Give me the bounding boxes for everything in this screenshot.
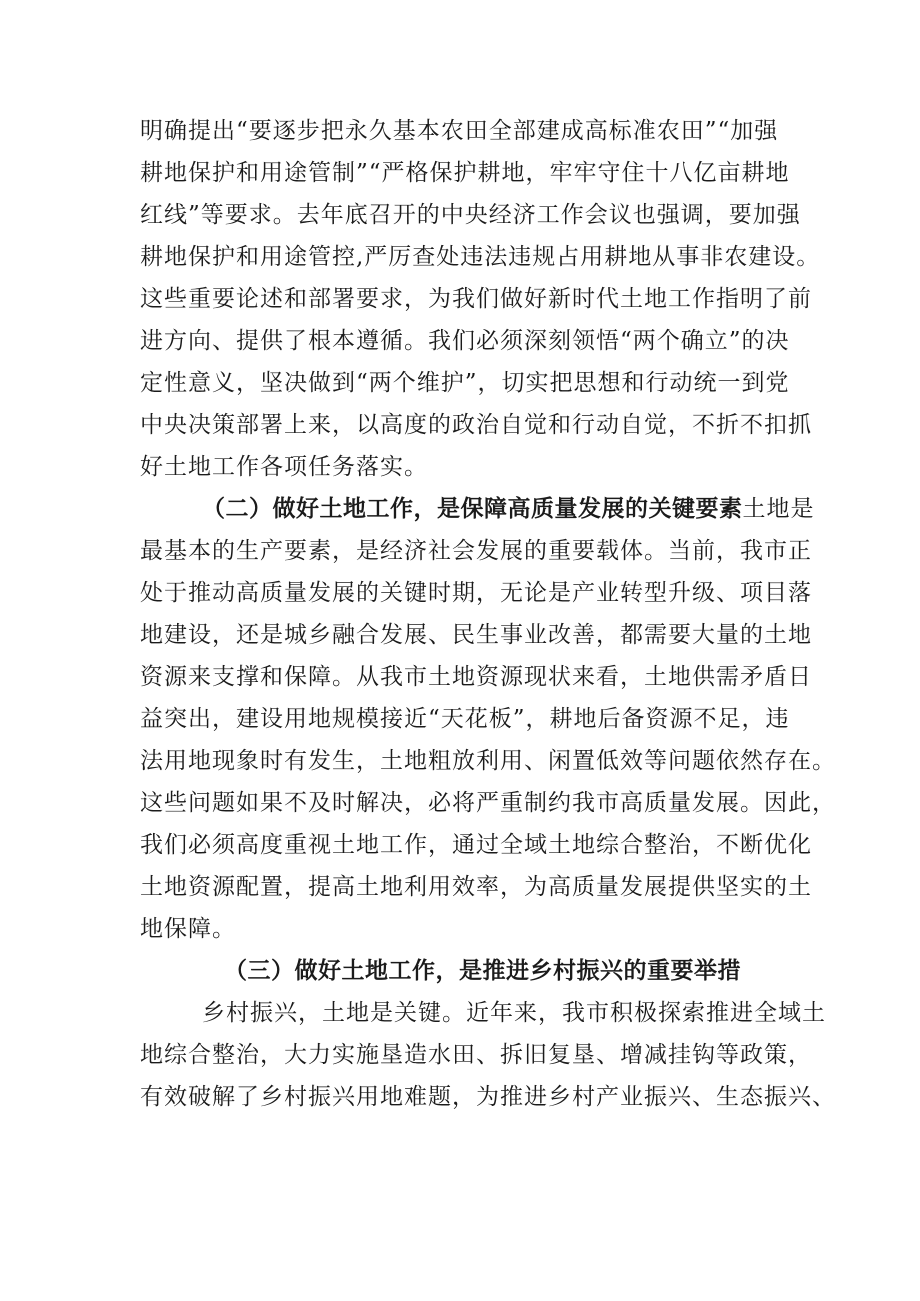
section-2-first-line-text: 土地是 (742, 496, 815, 522)
paragraph-line: 处于推动高质量发展的关键时期，无论是产业转型升级、项目落 (140, 580, 812, 606)
paragraph-line: 耕地保护和用途管制”“严格保护耕地，牢牢守住十八亿亩耕地 (140, 160, 790, 186)
section-2-first-line (140, 488, 815, 530)
paragraph-line: 有效破解了乡村振兴用地难题，为推进乡村产业振兴、生态振兴、 (140, 1084, 836, 1110)
paragraph-line: 我们必须高度重视土地工作，通过全域土地综合整治，不断优化 (140, 832, 812, 858)
paragraph-line: 明确提出“要逐步把永久基本农田全部建成高标准农田”“加强 (140, 118, 779, 144)
paragraph-line: 中央决策部署上来，以高度的政治自觉和行动自觉，不折不扣抓 (140, 412, 812, 438)
paragraph-line: 资源来支撑和保障。从我市土地资源现状来看，土地供需矛盾日 (140, 664, 812, 690)
document-body (140, 110, 836, 1118)
paragraph-line: 红线”等要求。去年底召开的中央经济工作会议也强调，要加强 (140, 202, 801, 228)
paragraph-line: 益突出，建设用地规模接近“天花板”，耕地后备资源不足，违 (140, 706, 790, 732)
paragraph-line: 乡村振兴，土地是关键。近年来，我市积极探索推进全域土 (202, 1000, 826, 1026)
paragraph-line: 耕地保护和用途管控,严厉查处违法违规占用耕地从事非农建设。 (140, 244, 821, 270)
paragraph-line: 法用地现象时有发生，土地粗放利用、闲置低效等问题依然存在。 (140, 748, 836, 774)
paragraph-line: 土地资源配置，提高土地利用效率，为高质量发展提供坚实的土 (140, 874, 812, 900)
paragraph-line: 这些重要论述和部署要求，为我们做好新时代土地工作指明了前 (140, 286, 812, 312)
paragraph-line: 地综合整治，大力实施垦造水田、拆旧复垦、增减挂钩等政策， (140, 1042, 812, 1068)
section-2-heading: （二）做好土地工作，是保障高质量发展的关键要素 (202, 496, 743, 522)
paragraph-line: 进方向、提供了根本遵循。我们必须深刻领悟“两个确立”的决 (140, 328, 790, 354)
section-3-heading: （三）做好土地工作，是推进乡村振兴的重要举措 (224, 958, 741, 984)
paragraph-line: 最基本的生产要素，是经济社会发展的重要载体。当前，我市正 (140, 538, 812, 564)
paragraph-line: 地保障。 (140, 916, 236, 942)
paragraph-line: 好土地工作各项任务落实。 (140, 454, 428, 480)
paragraph-line: 地建设，还是城乡融合发展、民生事业改善，都需要大量的土地 (140, 622, 812, 648)
paragraph-line: 这些问题如果不及时解决，必将严重制约我市高质量发展。因此， (140, 790, 836, 816)
paragraph-line: 定性意义，坚决做到“两个维护”，切实把思想和行动统一到党 (140, 370, 790, 396)
